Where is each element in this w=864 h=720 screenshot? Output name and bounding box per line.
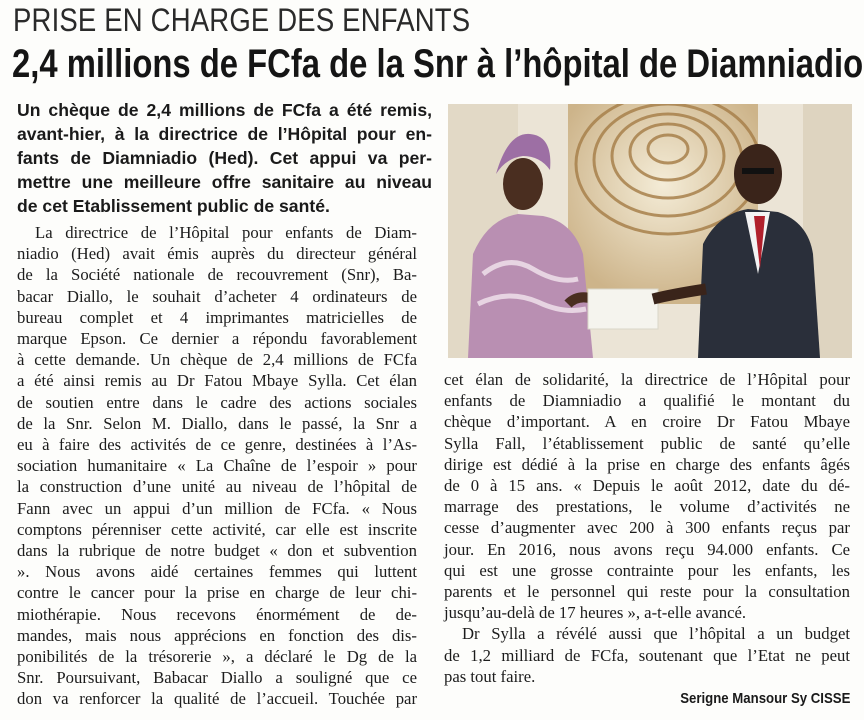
body-line: de la Snr. Selon M. Diallo, dans le passé, la Snr a	[17, 413, 417, 433]
body-line: de la Société nationale de recouvrement (Snr), Ba-	[17, 265, 417, 285]
body-line: Fann avec un appui d’un million de FCfa. « Nous	[17, 498, 417, 518]
body-line: qui est une grosse contrainte pour les enfants, les	[444, 560, 850, 580]
body-line: miothérapie. Nous recevons énormément de de-	[17, 604, 417, 624]
article-column-1	[17, 222, 417, 710]
body-line: cesse d’augmenter avec 200 à 300 enfants reçus par	[444, 518, 850, 538]
body-line: parents et le personnel qui reste pour la consultation	[444, 582, 850, 602]
body-line: à cette demande. Un chèque de 2,4 millions de FCfa	[17, 350, 417, 370]
article-lead	[17, 98, 432, 218]
article-kicker: PRISE EN CHARGE DES ENFANTS	[13, 2, 471, 38]
body-line: Dr Sylla a révélé aussi que l’hôpital a un budget	[462, 624, 850, 644]
body-line: de soutien entre dans le cadre des actions sociales	[17, 392, 417, 412]
body-line: cet élan de solidarité, la directrice de l’Hôpital pour	[444, 370, 850, 389]
lead-line: avant-hier, à la directrice de l’Hôpital pour en-	[17, 124, 432, 144]
article-headline: 2,4 millions de FCfa de la Snr à l’hôpital de Diamniadio	[12, 42, 864, 86]
body-line: ». Nous avons aidé certaines femmes qui luttent	[17, 562, 417, 582]
body-line: jour. En 2016, nous avons reçu 94.000 enfants. Ce	[444, 539, 850, 559]
lead-line: de cet Etablissement public de santé.	[17, 196, 330, 216]
body-line: contre le cancer pour la prise en charge de leur chi-	[17, 583, 417, 603]
author-byline: Serigne Mansour Sy CISSE	[679, 690, 850, 707]
lead-line: Un chèque de 2,4 millions de FCfa a été remis,	[17, 100, 432, 120]
body-line: comptons pérenniser cette activité, car elle est inscrite	[17, 519, 417, 539]
body-line: dirige est dédié à la prise en charge des enfants âgés	[444, 454, 850, 474]
body-line: a été ainsi remis au Dr Fatou Mbaye Sylla. Cet élan	[17, 371, 417, 391]
body-line: niadio (Hed) avait émis auprès du directeur général	[17, 244, 417, 264]
body-line: marrage des prestations, le volume d’activités ne	[444, 497, 850, 517]
body-line: sociation humanitaire « La Chaîne de l’espoir » pour	[17, 456, 417, 476]
body-line: enfants de Diamniadio a qualifié le montant du	[444, 391, 850, 411]
body-line: don va renforcer la qualité de l’accueil. Touchée par	[17, 689, 417, 709]
body-line: ponibilités de la trésorerie », a déclaré le Dg de la	[17, 647, 417, 667]
body-line: la construction d’une unité au niveau de l’hôpital de	[17, 477, 417, 497]
body-line: marque Epson. Ce dernier a répondu favorablement	[17, 329, 417, 349]
body-line: dans la rubrique de notre budget « don et subvention	[17, 541, 417, 561]
body-line: chèque d’important. A en croire Dr Fatou Mbaye	[444, 412, 850, 432]
body-line: pas tout faire.	[444, 666, 536, 686]
body-line: eu à faire des activités de ce genre, destinées à l’As-	[17, 435, 417, 455]
cheque-handover-photo	[448, 104, 852, 358]
body-line: Sylla Fall, l’établissement public de santé qu’elle	[444, 433, 850, 453]
body-line: bureau complet et 4 imprimantes matricielles de	[17, 307, 417, 327]
article-photo	[448, 104, 852, 358]
body-line: mandes, mais nous apprécions en fonction des dis-	[17, 625, 417, 645]
body-line: Snr. Poursuivant, Babacar Diallo a souligné que ce	[17, 668, 417, 688]
body-line: de 0 à 15 ans. « Depuis le août 2012, date du dé-	[444, 476, 850, 496]
body-line: de 1,2 milliard de FCfa, soutenant que l’Etat ne peut	[444, 645, 850, 665]
lead-line: fants de Diamniadio (Hed). Cet appui va per-	[17, 148, 432, 168]
body-line: bacar Diallo, le souhait d’acheter 4 ordinateurs de	[17, 286, 417, 306]
body-line: La directrice de l’Hôpital pour enfants de Diam-	[35, 223, 417, 242]
body-line: jusqu’au-delà de 17 heures », a-t-elle avancé.	[444, 603, 747, 623]
lead-line: mettre une meilleure offre sanitaire au niveau	[17, 172, 432, 192]
article-column-2	[444, 369, 850, 687]
